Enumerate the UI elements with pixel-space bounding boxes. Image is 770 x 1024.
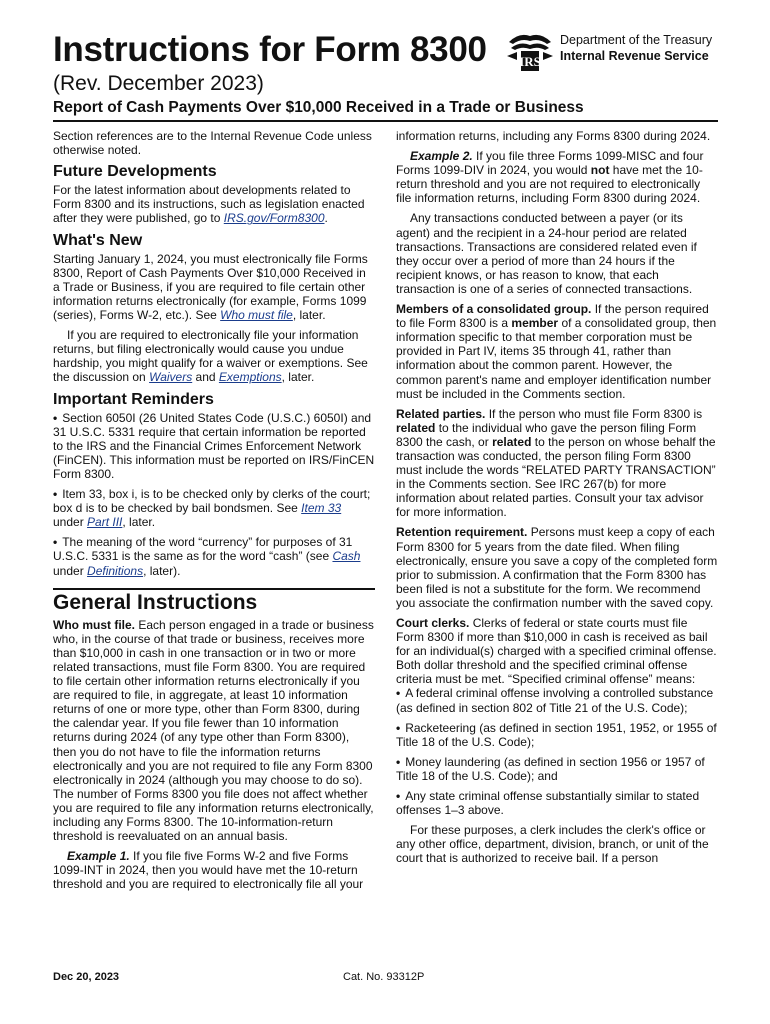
who-must-file-body: Each person engaged in a trade or business who, in the course of that trade or business, receives more than $10,000 in cash in one transaction or in two or more related transactions, must file Form 8300. You are required to file certain other information returns electronically if you are required to file, in aggregate, at least 10 information returns of one or more type, other than Form 8300, during the calendar year. If you file fewer than 10 information returns during 2024 (of any type other than Form 8300), then you do not have to file the information returns electronically and you are not required to file any Form 8300 electronically in 2024 (although you may choose to do so). The number of Forms 8300 you file does not affect whether you are required to file any information returns electronically, including any Forms 8300. The 10-information-return threshold is reevaluated on an annual basis. xyxy=(53,617,374,844)
offense-item: • Any state criminal offense substantially similar to stated offenses 1–3 above. xyxy=(396,789,718,817)
agency-name xyxy=(560,32,712,64)
example-1-text xyxy=(53,849,375,891)
reminder-item: • Section 6050I (26 United States Code (U.S.C.) 6050I) and 31 U.S.C. 5331 require that certain information be reported to the IRS and the Financial Crimes Enforcement Network (FinCEN). This information must be reported on IRS/FinCEN Form 8300. xyxy=(53,411,375,481)
revision-date: (Rev. December 2023) xyxy=(53,72,264,95)
intro-text: Section references are to the Internal Revenue Code unless otherwise noted. xyxy=(53,129,372,158)
retention-body: Persons must keep a copy of each Form 8300 for 5 years from the date filed. When filing electronically, ensure you save a copy of the completed form prior to submission. A confirmation that the Form 8300 has been filed is not a substitute for the form. We recommend you associate the confirmation number with the saved copy. xyxy=(396,525,718,610)
reminder-3-under: under xyxy=(53,563,84,578)
related-parties-lead: Related parties. xyxy=(396,406,486,421)
related-parties xyxy=(396,407,718,520)
important-reminders-heading: Important Reminders xyxy=(53,390,214,408)
reminder-3-end: , later). xyxy=(143,563,181,578)
whats-new-heading: What's New xyxy=(53,231,143,249)
example-2-body-end: have met the 10-return threshold and you are not required to electronically file information returns, including Form 8300 during 2024. xyxy=(396,163,703,206)
whats-new-p1-end: , later. xyxy=(292,308,326,323)
example-1-body: If you file five Forms W-2 and five Forms 1099-INT in 2024, then you would have met the 10-return threshold and you are required to electronically file all your xyxy=(53,849,364,892)
right-column xyxy=(396,129,718,872)
who-must-file-text xyxy=(53,618,375,844)
item-33-link[interactable]: Item 33 xyxy=(301,501,342,516)
offense-item: • Racketeering (as defined in section 1951, 1952, or 1955 of Title 18 of the U.S. Code); xyxy=(396,721,718,749)
example-2-not: not xyxy=(590,163,610,178)
svg-text:IRS: IRS xyxy=(519,54,541,69)
retention-requirement xyxy=(396,525,718,610)
reminder-3-text: The meaning of the word “currency” for purposes of 31 U.S.C. 5331 is the same as for the word “cash” (see xyxy=(53,535,353,564)
example-2-text xyxy=(396,149,718,205)
related-parties-bold-2: related xyxy=(492,434,532,449)
who-must-file-lead: Who must file. xyxy=(53,617,135,632)
exemptions-link[interactable]: Exemptions xyxy=(218,370,282,385)
general-instructions-heading: General Instructions xyxy=(53,588,375,610)
continued-text: information returns, including any Forms 8300 during 2024. xyxy=(396,129,711,143)
document-subtitle: Report of Cash Payments Over $10,000 Received in a Trade or Business xyxy=(53,99,584,116)
members-text-c: of a consolidated group, then information specific to that member corporation must be provided in Part IV, items 35 through 41, rather than information about the common parent. However, the common parent's name and employer identification number must be included in the Comments section. xyxy=(396,316,717,401)
retention-lead: Retention requirement. xyxy=(396,525,528,540)
reminder-2-end: , later. xyxy=(122,515,156,530)
related-transactions-text: Any transactions conducted between a payer (or its agent) and the recipient in a 24-hour period are related transactions. Transactions are considered related even if they occur over a period of more than 24 hours if the recipient knows, or has reason to know, that each transaction is one of a series of connected transactions. xyxy=(396,211,697,296)
reminder-item xyxy=(53,535,375,577)
irs-form8300-link[interactable]: IRS.gov/Form8300 xyxy=(223,211,325,226)
header-rule xyxy=(53,120,718,122)
members-consolidated-group xyxy=(396,302,718,401)
irs-eagle-logo-icon xyxy=(505,26,555,76)
waivers-link[interactable]: Waivers xyxy=(149,370,193,385)
whats-new-p2-text: If you are required to electronically file your information returns, but filing electronically would cause you undue hardship, you might qualify for a waiver or exemptions. See the discussion on xyxy=(53,328,368,385)
future-text: For the latest information about developments related to Form 8300 and its instructions, such as legislation enacted after they were published, go to xyxy=(53,183,365,226)
definitions-link[interactable]: Definitions xyxy=(87,563,144,578)
court-clerks-body: Clerks of federal or state courts must file Form 8300 if more than $10,000 in cash is received as bail for an individual(s) charged with a specified criminal offense. Both dollar threshold and the specified criminal offense criteria must be met. “Specified criminal offense” means: xyxy=(396,616,717,687)
offense-item: • Money laundering (as defined in section 1956 or 1957 of Title 18 of the U.S. Code); and xyxy=(396,755,718,783)
future-developments-heading: Future Developments xyxy=(53,163,217,181)
future-developments-text: For the latest information about developments related to Form 8300 and its instructions, such as legislation enacted after they were published, go to IRS.gov/Form8300. xyxy=(53,183,365,226)
agency-department: Department of the Treasury xyxy=(560,33,713,47)
who-must-file-link[interactable]: Who must file xyxy=(220,308,293,323)
left-column xyxy=(53,129,375,898)
court-clerks-lead: Court clerks. xyxy=(396,616,470,630)
example-2-body: If you file three Forms 1099-MISC and four Forms 1099-DIV in 2024, you would xyxy=(396,149,704,178)
members-bold: member xyxy=(511,316,559,331)
purposes-text: For these purposes, a clerk includes the clerk's office or any other office, department, division, branch, or unit of the court that is authorized to receive bail. If a person xyxy=(396,823,709,866)
example-2-lead: Example 2. xyxy=(410,149,473,164)
whats-new-p1-text: Starting January 1, 2024, you must electronically file Forms 8300, Report of Cash Payments Over $10,000 Received in a Trade or Business, if you are required to file certain other information returns electronically (for example, Forms 1099 (series), Forms W-2, etc.). See xyxy=(53,251,368,323)
document-title: Instructions for Form 8300 xyxy=(53,30,487,69)
whats-new-p2-end: , later. xyxy=(281,370,315,385)
related-parties-bold-1: related xyxy=(396,420,436,435)
agency-irs: Internal Revenue Service xyxy=(560,49,709,63)
footer-date: Dec 20, 2023 xyxy=(53,971,120,983)
related-parties-e: to the person on whose behalf the transaction was conducted, the person filing Form 8300 must include the words “RELATED PARTY TRANSACTION” in the Comments section. See IRC 267(b) for more information about related parties. Consult your tax advisor for more information. xyxy=(396,434,716,520)
reminder-2-text: Item 33, box i, is to be checked only by clerks of the court; box d is to be checked by bail bondsmen. See xyxy=(53,487,371,516)
reminder-item xyxy=(53,487,375,529)
related-parties-a: If the person who must file Form 8300 is xyxy=(488,406,703,421)
example-1-lead: Example 1. xyxy=(67,849,130,864)
footer-catalog-number: Cat. No. 93312P xyxy=(343,971,425,983)
whats-new-p2 xyxy=(53,328,375,384)
offense-item: • A federal criminal offense involving a controlled substance (as defined in section 802 of Title 21 of the U.S. Code); xyxy=(396,686,718,714)
whats-new-and: and xyxy=(195,370,216,385)
court-clerks xyxy=(396,616,718,686)
whats-new-p1 xyxy=(53,252,375,322)
members-text-a: If the person required to file Form 8300 is a xyxy=(396,302,709,331)
part-iii-link[interactable]: Part III xyxy=(87,515,123,530)
cash-link[interactable]: Cash xyxy=(332,549,361,564)
related-parties-c: to the individual who gave the person filing Form 8300 the cash, or xyxy=(396,420,697,449)
members-lead: Members of a consolidated group. xyxy=(396,302,592,317)
reminder-2-under: under xyxy=(53,515,84,530)
